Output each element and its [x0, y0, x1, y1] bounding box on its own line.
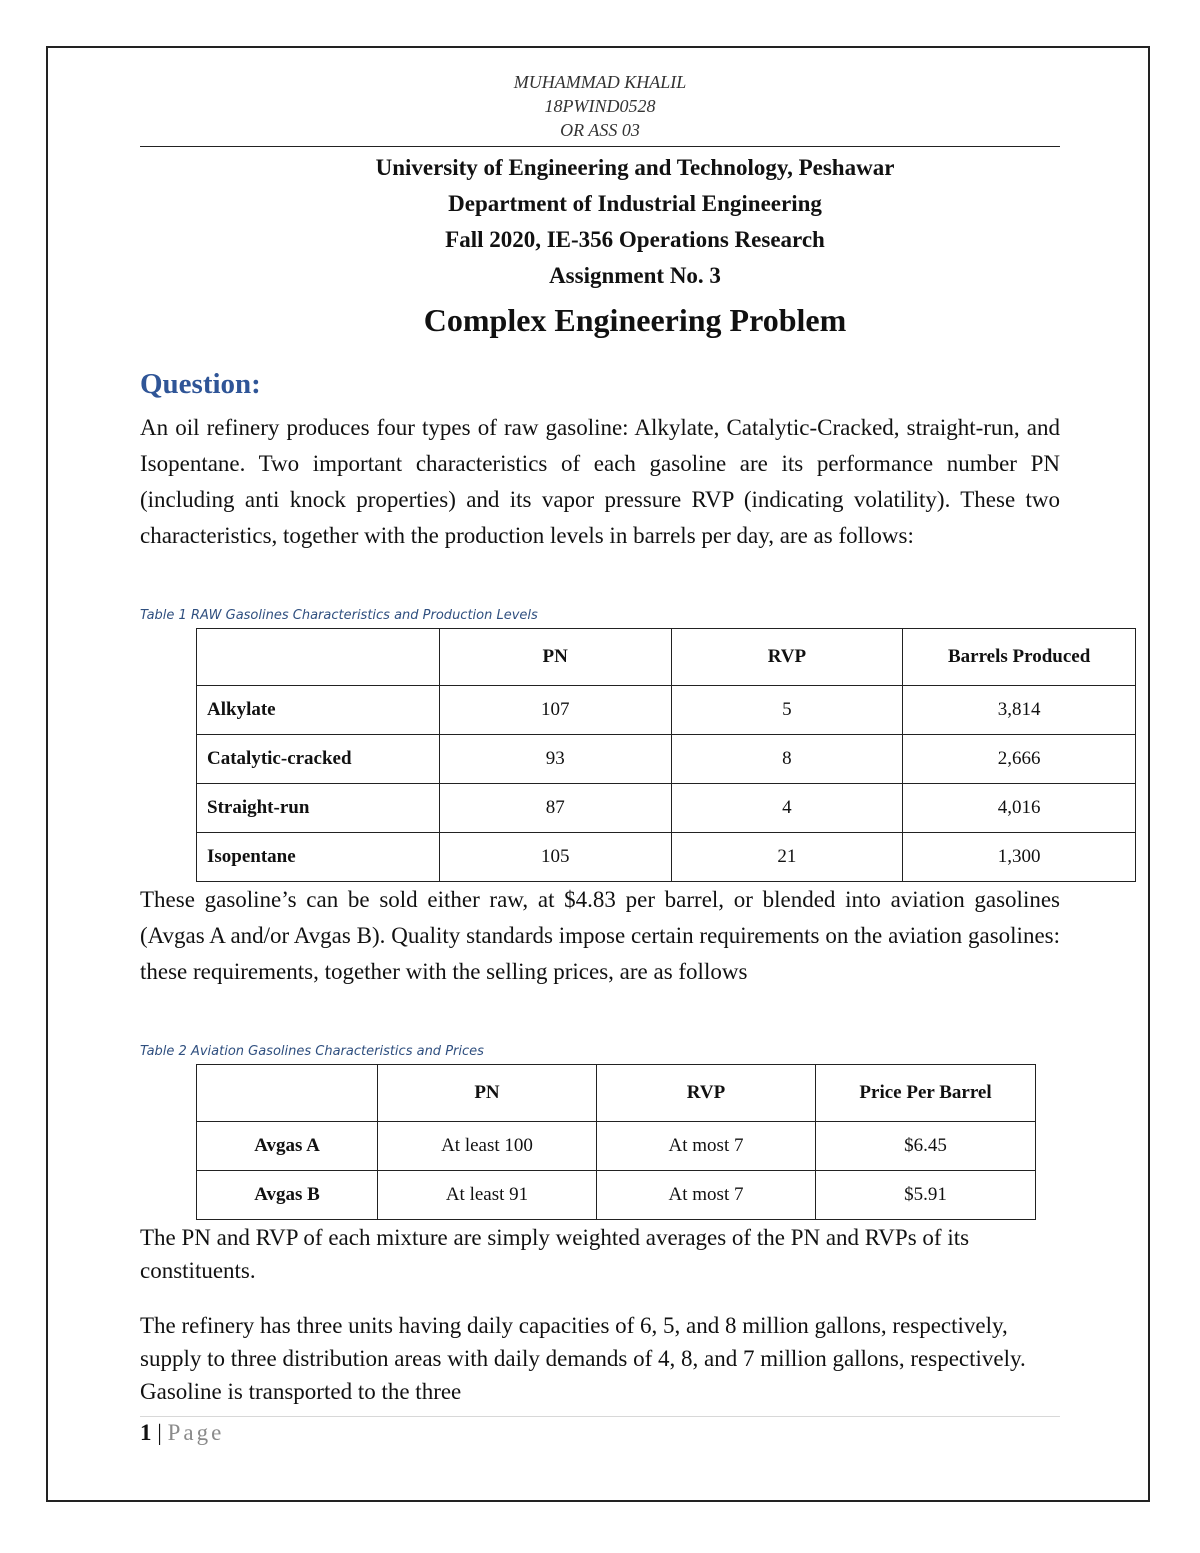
table1-caption: Table 1 RAW Gasolines Characteristics and Production Levels — [140, 608, 538, 623]
table-header-cell: Price Per Barrel — [816, 1065, 1036, 1122]
page-separator: | — [151, 1420, 168, 1445]
table-header-row — [197, 1065, 1036, 1122]
student-id: 18PWIND0528 — [544, 96, 656, 116]
table-cell: 105 — [439, 833, 671, 882]
table-cell: 21 — [671, 833, 903, 882]
row-label: Alkylate — [197, 686, 440, 735]
aviation-gasolines-table — [196, 1064, 1036, 1220]
table-cell: 1,300 — [903, 833, 1136, 882]
table-header-cell: RVP — [671, 629, 903, 686]
table-row — [197, 686, 1136, 735]
table-cell: 4,016 — [903, 784, 1136, 833]
table-header-cell: RVP — [596, 1065, 815, 1122]
row-label: Straight-run — [197, 784, 440, 833]
table-row — [197, 833, 1136, 882]
page-label: Page — [167, 1420, 225, 1445]
paragraph-selling: These gasoline’s can be sold either raw, at $4.83 per barrel, or blended into aviation gasolines (Avgas A and/or Avgas B). Quality standards impose certain requirements on the aviation gasolines: these requirements, together with the selling prices, are as follows — [140, 887, 1060, 984]
table-header-cell: PN — [439, 629, 671, 686]
main-title: Complex Engineering Problem — [423, 302, 847, 338]
table-cell: 8 — [671, 735, 903, 784]
university-name: University of Engineering and Technology, Peshawar — [375, 155, 895, 180]
table-header-cell — [197, 629, 440, 686]
table-row — [197, 784, 1136, 833]
department-name: Department of Industrial Engineering — [448, 191, 822, 216]
table-cell: At most 7 — [596, 1122, 815, 1171]
table-row — [197, 1122, 1036, 1171]
paragraph-intro: An oil refinery produces four types of raw gasoline: Alkylate, Catalytic-Cracked, straight-run, and Isopentane. Two important characteristics of each gasoline are its performance number PN (including anti knock properties) and its vapor pressure RVP (indicating volatility). These two characteristics, together with the production levels in barrels per day, are as follows: — [140, 415, 1060, 548]
table-cell: 3,814 — [903, 686, 1136, 735]
table-cell: 4 — [671, 784, 903, 833]
footer-rule — [140, 1416, 1060, 1417]
table-cell: $5.91 — [816, 1171, 1036, 1220]
header-rule — [140, 146, 1060, 147]
page-number: 1 — [140, 1420, 152, 1445]
table-cell: At least 91 — [378, 1171, 597, 1220]
table-cell: 93 — [439, 735, 671, 784]
table-cell: $6.45 — [816, 1122, 1036, 1171]
course-name: Fall 2020, IE-356 Operations Research — [445, 227, 825, 252]
table2-caption: Table 2 Aviation Gasolines Characteristics and Prices — [140, 1044, 484, 1059]
row-label: Avgas B — [197, 1171, 378, 1220]
table-header-cell: PN — [378, 1065, 597, 1122]
row-label: Avgas A — [197, 1122, 378, 1171]
table-row — [197, 735, 1136, 784]
table-cell: At most 7 — [596, 1171, 815, 1220]
author-name: MUHAMMAD KHALIL — [513, 72, 687, 92]
question-heading: Question: — [140, 368, 261, 400]
document-header — [140, 70, 1060, 142]
table-cell: At least 100 — [378, 1122, 597, 1171]
paragraph-weighted-average: The PN and RVP of each mixture are simply weighted averages of the PN and RVPs of its constituents. — [140, 1225, 970, 1283]
table-header-cell: Barrels Produced — [903, 629, 1136, 686]
assignment-code: OR ASS 03 — [560, 120, 640, 140]
table-cell: 2,666 — [903, 735, 1136, 784]
table-cell: 5 — [671, 686, 903, 735]
assignment-number: Assignment No. 3 — [549, 263, 721, 288]
row-label: Catalytic-cracked — [197, 735, 440, 784]
page-footer — [140, 1420, 224, 1446]
table-header-cell — [197, 1065, 378, 1122]
paragraph-transportation: The refinery has three units having daily capacities of 6, 5, and 8 million gallons, respectively, supply to three distribution areas with daily demands of 4, 8, and 7 million gallons, respectively. Gasoline is transported to the three — [140, 1313, 1026, 1404]
row-label: Isopentane — [197, 833, 440, 882]
table-header-row — [197, 629, 1136, 686]
table-row — [197, 1171, 1036, 1220]
table-cell: 87 — [439, 784, 671, 833]
table-cell: 107 — [439, 686, 671, 735]
title-block — [140, 150, 1130, 294]
raw-gasolines-table — [196, 628, 1136, 882]
